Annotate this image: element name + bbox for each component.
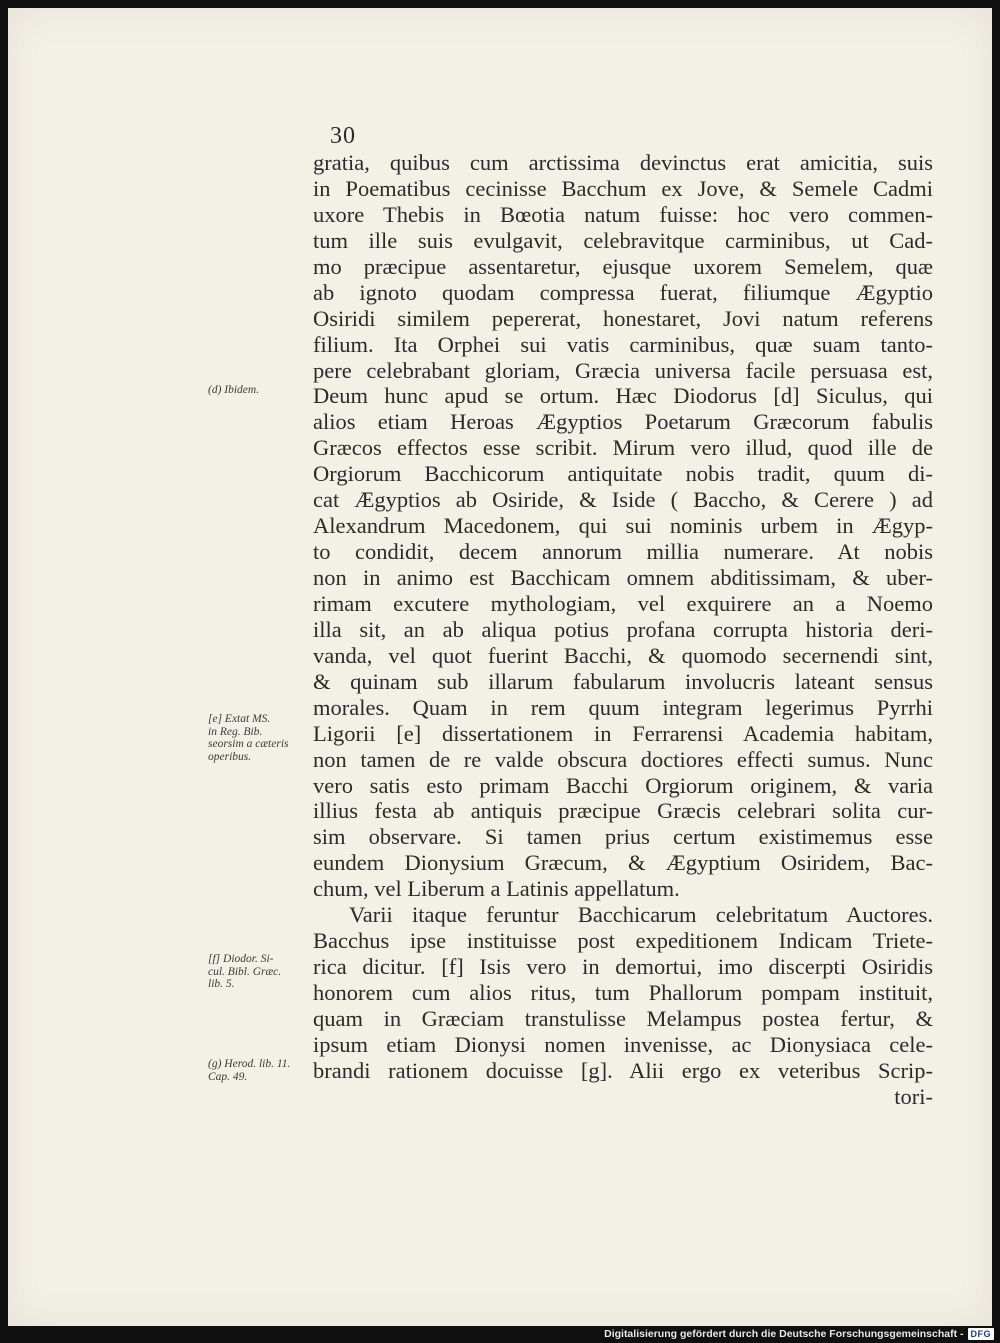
- text-line: Varii itaque feruntur Bacchicarum celebritatum Auctores.: [349, 902, 933, 928]
- text-line: mo præcipue assentaretur, ejusque uxorem Semelem, quæ: [313, 253, 933, 279]
- text-line: vanda, vel quot fuerint Bacchi, & quomodo secernendi sint,: [313, 642, 933, 668]
- text-line: non in animo est Bacchicam omnem abditissimam, & uber-: [313, 565, 933, 590]
- note-line: in Reg. Bib.: [208, 725, 263, 738]
- text-line: uxore Thebis in Bœotia natum fuisse: hoc vero commen-: [313, 201, 933, 227]
- text-line: Bacchus ipse instituisse post expeditionem Indicam Triete-: [313, 928, 933, 954]
- note-line: (d) Ibidem.: [208, 384, 260, 396]
- text-line: morales. Quam in rem quum integram legerimus Pyrrhi: [313, 694, 933, 720]
- text-line: rica dicitur. [f] Isis vero in demortui, imo discerpti Osiridis: [313, 954, 933, 980]
- note-line: (g) Herod. lib. 11.: [208, 1058, 291, 1070]
- note-line: operibus.: [208, 750, 252, 763]
- text-line: Orgiorum Bacchicorum antiquitate nobis tradit, quum di-: [313, 461, 933, 487]
- marginal-note-e: [208, 713, 326, 763]
- marginal-note-f: [208, 953, 326, 991]
- text-line: tum ille suis evulgavit, celebravitque carminibus, ut Cad-: [313, 227, 933, 253]
- body-text: [313, 150, 933, 1110]
- book-page: [8, 8, 992, 1326]
- text-line: sim observare. Si tamen prius certum existimemus esse: [313, 824, 933, 850]
- text-line: cat Ægyptios ab Osiride, & Iside ( Baccho, & Cerere ) ad: [313, 487, 933, 513]
- text-line: filium. Ita Orphei sui vatis carminibus, quæ suam tanto-: [313, 331, 933, 357]
- catchword: tori-: [894, 1083, 933, 1109]
- footer-credit: [604, 1328, 994, 1340]
- text-line: Alexandrum Macedonem, qui sui nominis urbem in Ægyp-: [313, 513, 933, 539]
- text-line: & quinam sub illarum fabularum involucris lateant sensus: [313, 668, 933, 694]
- note-line: lib. 5.: [208, 978, 235, 990]
- text-line: Ligorii [e] dissertationem in Ferrarensi Academia habitam,: [313, 720, 933, 746]
- text-line: eundem Dionysium Græcum, & Ægyptium Osiridem, Bac-: [313, 850, 933, 876]
- note-line: [e] Extat MS.: [208, 713, 271, 725]
- text-line: to condidit, decem annorum millia numerare. At nobis: [313, 539, 933, 565]
- text-line: rimam excutere mythologiam, vel exquirere an a Noemo: [313, 590, 933, 616]
- note-line: Cap. 49.: [208, 1070, 248, 1083]
- text-line: brandi rationem docuisse [g]. Alii ergo ex veteribus Scrip-: [313, 1057, 933, 1083]
- text-line: vero satis esto primam Bacchi Orgiorum originem, & varia: [313, 772, 933, 798]
- text-line: Osiridi similem pepererat, honestaret, Jovi natum referens: [313, 305, 933, 331]
- marginal-note-g: [208, 1058, 326, 1083]
- text-line: Deum hunc apud se ortum. Hæc Diodorus [d] Siculus, qui: [313, 383, 933, 409]
- text-line: gratia, quibus cum arctissima devinctus erat amicitia, suis: [313, 150, 933, 175]
- dfg-logo: DFG: [968, 1328, 995, 1340]
- funding-credit-text: Digitalisierung gefördert durch die Deutsche Forschungsgemeinschaft -: [604, 1328, 964, 1340]
- text-line: alios etiam Heroas Ægyptios Poetarum Græcorum fabulis: [313, 409, 933, 435]
- text-line: in Poematibus cecinisse Bacchum ex Jove, & Semele Cadmi: [313, 175, 933, 201]
- note-line: seorsim a cæteris: [208, 738, 289, 750]
- text-line: ab ignoto quodam compressa fuerat, filiumque Ægyptio: [313, 279, 933, 305]
- text-line: pere celebrabant gloriam, Græcia universa facile persuasa est,: [313, 357, 933, 383]
- text-line: illius festa ab antiquis præcipue Græcis celebrari solita cur-: [313, 798, 933, 824]
- text-line: illa sit, an ab aliqua potius profana corrupta historia deri-: [313, 616, 933, 642]
- text-line: ipsum etiam Dionysi nomen invenisse, ac Dionysiaca cele-: [313, 1031, 933, 1057]
- text-line: non tamen de re valde obscura doctiores effecti sumus. Nunc: [313, 746, 933, 772]
- note-line: [f] Diodor. Si-: [208, 953, 274, 965]
- note-line: cul. Bibl. Græc.: [208, 965, 282, 978]
- text-line: Græcos effectos esse scribit. Mirum vero illud, quod ille de: [313, 435, 933, 461]
- marginal-note-d: [208, 384, 326, 397]
- text-line: chum, vel Liberum a Latinis appellatum.: [313, 876, 680, 902]
- text-line: quam in Græciam transtulisse Melampus postea fertur, &: [313, 1005, 933, 1031]
- text-line: honorem cum alios ritus, tum Phallorum pompam instituit,: [313, 980, 933, 1005]
- page-number: 30: [330, 123, 356, 149]
